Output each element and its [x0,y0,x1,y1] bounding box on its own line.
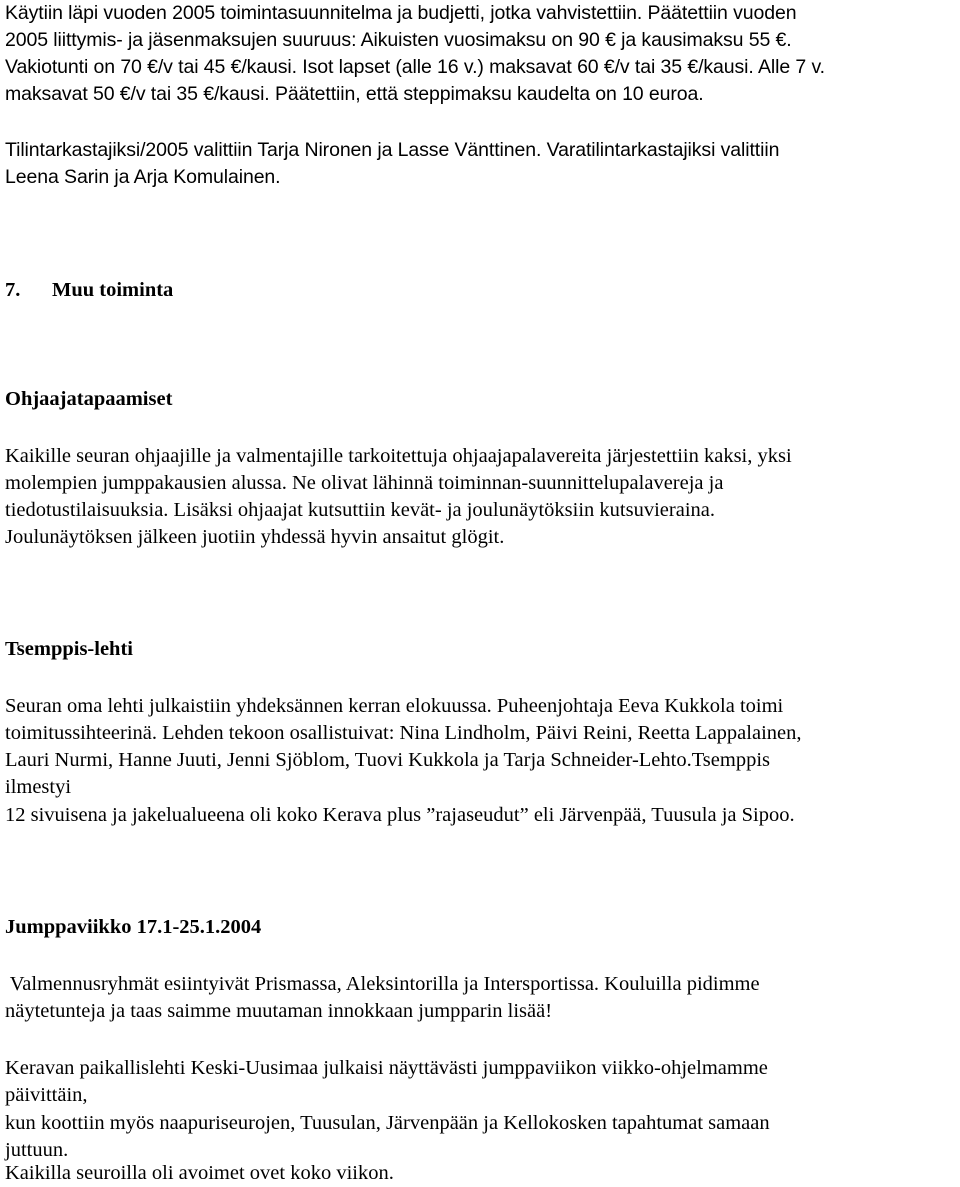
section-title: Muu toiminta [52,279,174,301]
jumppaviikko-p1-line-2: näytetunteja ja taas saimme muutaman innokkaan jumpparin lisää! [5,1000,553,1022]
ohjaajat-line-1: Kaikille seuran ohjaajille ja valmentajille tarkoitettuja ohjaajapalavereita järjestettiin kaksi, yksi [5,445,792,467]
tsemppis-line-1: Seuran oma lehti julkaistiin yhdeksännen kerran elokuussa. Puheenjohtaja Eeva Kukkola toimi [5,695,784,717]
budget-line-2: 2005 liittymis- ja jäsenmaksujen suuruus: Aikuisten vuosimaksu on 90 € ja kausimaksu 55 €. [5,29,792,51]
tsemppis-line-2: toimitussihteerinä. Lehden tekoon osallistuivat: Nina Lindholm, Päivi Reini, Reetta Lappalainen, [5,722,802,744]
ohjaajat-heading: Ohjaajatapaamiset [5,388,173,410]
budget-line-4: maksavat 50 €/v tai 35 €/kausi. Päätettiin, että steppimaksu kaudelta on 10 euroa. [5,83,704,105]
section-number: 7. [5,279,21,301]
section-heading [5,277,173,304]
jumppaviikko-p2-line-2: päivittäin, [5,1084,88,1106]
tsemppis-line-5: 12 sivuisena ja jakelualueena oli koko Kerava plus ”rajaseudut” eli Järvenpää, Tuusula ja Sipoo. [5,804,795,826]
jumppaviikko-p2-line-4: juttuun. [5,1139,69,1161]
jumppaviikko-p2-line-3: kun koottiin myös naapuriseurojen, Tuusulan, Järvenpään ja Kellokosken tapahtumat samaan [5,1112,770,1134]
jumppaviikko-heading: Jumppaviikko 17.1-25.1.2004 [5,916,262,938]
tsemppis-heading: Tsemppis-lehti [5,638,133,660]
tsemppis-line-3: Lauri Nurmi, Hanne Juuti, Jenni Sjöblom, Tuovi Kukkola ja Tarja Schneider-Lehto.Tsemppis [5,749,770,771]
ohjaajat-line-2: molempien jumppakausien alussa. Ne olivat lähinnä toiminnan-suunnittelupalavereja ja [5,472,724,494]
budget-line-1: Käytiin läpi vuoden 2005 toimintasuunnitelma ja budjetti, jotka vahvistettiin. Päätettiin vuoden [5,2,797,24]
jumppaviikko-p2-line-1: Keravan paikallislehti Keski-Uusimaa julkaisi näyttävästi jumppaviikon viikko-ohjelmamme [5,1057,768,1079]
jumppaviikko-p1-line-1: Valmennusryhmät esiintyivät Prismassa, Aleksintorilla ja Intersportissa. Kouluilla pidimme [5,973,760,995]
tsemppis-line-4: ilmestyi [5,776,72,798]
auditors-line-1: Tilintarkastajiksi/2005 valittiin Tarja Nironen ja Lasse Vänttinen. Varatilintarkastajiksi valittiin [5,139,780,161]
budget-line-3: Vakiotunti on 70 €/v tai 45 €/kausi. Isot lapset (alle 16 v.) maksavat 60 €/v tai 35 €/kausi. Alle 7 v. [5,56,825,78]
ohjaajat-line-4: Joulunäytöksen jälkeen juotiin yhdessä hyvin ansaitut glögit. [5,526,505,548]
jumppaviikko-p2-line-5: Kaikilla seuroilla oli avoimet ovet koko viikon. [5,1162,394,1184]
auditors-line-2: Leena Sarin ja Arja Komulainen. [5,166,281,188]
ohjaajat-line-3: tiedotustilaisuuksia. Lisäksi ohjaajat kutsuttiin kevät- ja joulunäytöksiin kutsuvieraina. [5,499,715,521]
